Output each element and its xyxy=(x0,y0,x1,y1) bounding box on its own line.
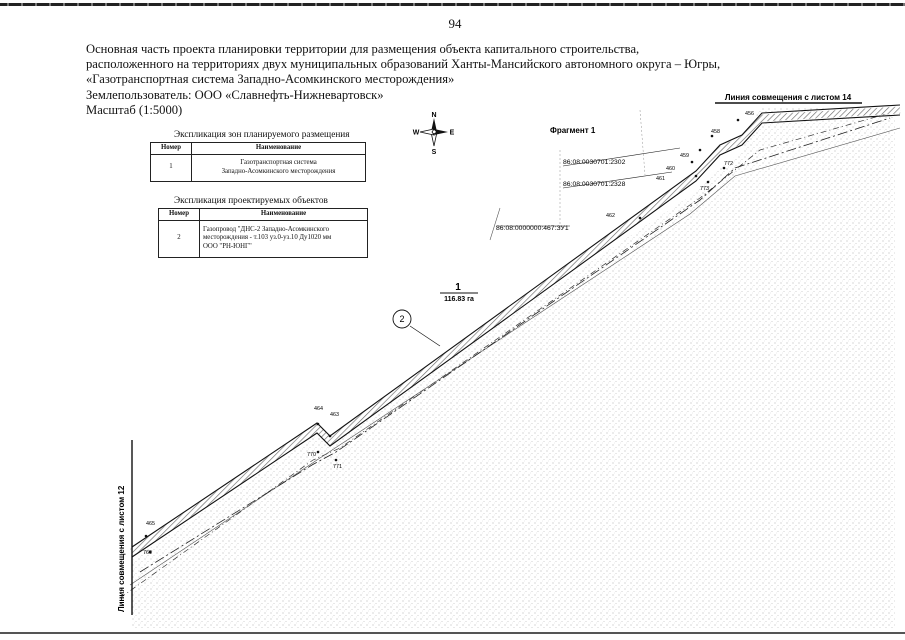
compass-south: S xyxy=(431,149,437,154)
point-label: 456 xyxy=(745,111,754,117)
map-scale: Масштаб (1:5000) xyxy=(86,102,183,117)
header-line: Основная часть проекта планировки территории для размещения объекта капитального строительства, xyxy=(86,42,640,56)
point-label: 772 xyxy=(724,161,733,167)
boundary-line xyxy=(490,208,500,240)
compass-east: E xyxy=(449,129,455,137)
point-label: 464 xyxy=(314,406,323,412)
zones-table-title: Экспликация зон планируемого размещения xyxy=(174,130,350,140)
point-label: 773 xyxy=(700,186,709,192)
point-label: 463 xyxy=(330,412,339,418)
match-line-left-label: Линия совмещения с листом 12 xyxy=(117,485,126,612)
page-number: 94 xyxy=(448,16,462,31)
header-line: расположенного на территориях двух муниципальных образований Ханты-Мансийского автономного округа – Югры, xyxy=(86,57,721,72)
object-name-line: Газопровод "ДНС-2 Западно-Асомкинского xyxy=(203,225,330,233)
point-label: 461 xyxy=(656,176,665,182)
point-label: 770 xyxy=(307,452,316,458)
zone-area-label: 116.83 га xyxy=(444,296,474,303)
cadastral-label: 86:08:0030701:2328 xyxy=(563,181,626,188)
cadastral-label: 86:08:0030701:2302 xyxy=(563,159,626,166)
land-user: Землепользователь: ООО «Славнефть-Нижневартовск» xyxy=(86,87,384,102)
table-header: Наименование xyxy=(200,209,368,221)
point-label: 458 xyxy=(711,129,720,135)
point-label: 771 xyxy=(333,464,342,470)
object-name-line: ООО "РН-ЮНГ" xyxy=(203,242,252,250)
point-label: 460 xyxy=(666,166,675,172)
object-number-label: 2 xyxy=(399,314,405,324)
table-header: Номер xyxy=(151,143,192,155)
compass-west: W xyxy=(412,129,420,137)
leader-line xyxy=(410,326,440,346)
match-line-top-label: Линия совмещения с листом 14 xyxy=(724,93,852,102)
table-cell: 1 xyxy=(151,154,192,181)
table-header: Наименование xyxy=(192,143,366,155)
point-label: 459 xyxy=(680,153,689,159)
land-area-shading xyxy=(132,108,895,628)
table-header: Номер xyxy=(159,209,200,221)
compass-north: N xyxy=(431,112,437,119)
zone-number-label: 1 xyxy=(455,282,461,293)
point-label: 465 xyxy=(146,521,155,527)
header-line: «Газотранспортная система Западно-Асомкинского месторождения» xyxy=(86,72,455,87)
object-name-line: месторождения - т.103 уз.0-уз.10 Ду1020 мм xyxy=(203,234,332,242)
point-label: 462 xyxy=(606,213,615,219)
cadastral-label: 86:08:0000000:467:ЗУ1 xyxy=(496,225,569,232)
zone-name-line: Газотранспортная система xyxy=(240,159,317,166)
table-cell: 2 xyxy=(159,220,200,257)
objects-table-title: Экспликация проектируемых объектов xyxy=(174,196,328,206)
point-label: 769 xyxy=(143,550,152,556)
fragment-label: Фрагмент 1 xyxy=(550,126,596,135)
zone-name-line: Западно-Асомкинского месторождения xyxy=(221,167,336,175)
boundary-line xyxy=(640,110,645,175)
